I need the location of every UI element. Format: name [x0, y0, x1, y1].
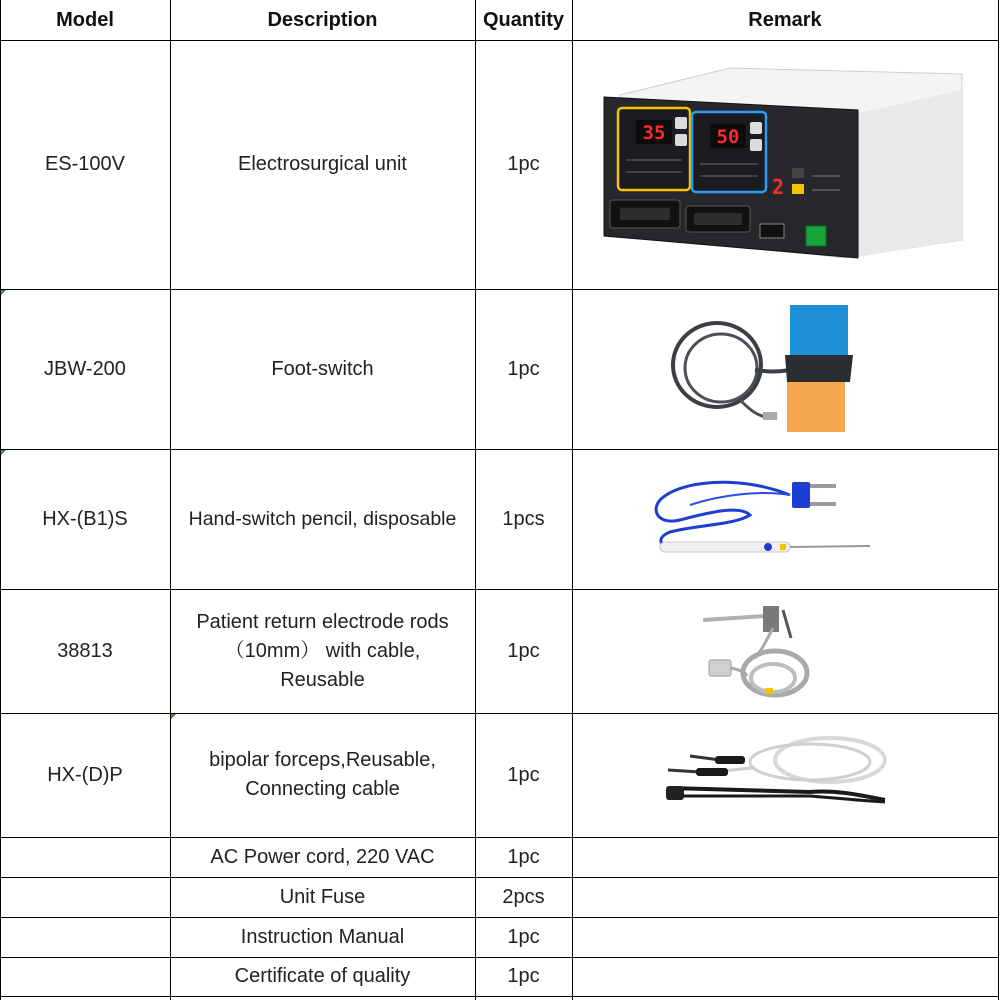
row-5-description — [170, 713, 475, 837]
row-3-description: Hand-switch pencil, disposable — [188, 507, 457, 530]
grid-line-right — [998, 0, 999, 1000]
row-7-quantity: 2pcs — [502, 885, 545, 908]
row-5-description-line-1: bipolar forceps,Reusable, — [209, 749, 436, 771]
row-2-model: JBW-200 — [44, 357, 126, 380]
header-remark: Remark — [748, 8, 822, 31]
display-cut-value: 35 — [642, 122, 666, 144]
row-5-description-line-2: Connecting cable — [245, 778, 400, 800]
row-4-description-line-1: Patient return electrode rods — [196, 610, 449, 633]
row-4-description-line-3: Reusable — [280, 668, 365, 691]
electrosurgical-unit-image — [600, 60, 970, 265]
header-description: Description — [267, 8, 378, 31]
row-1-quantity: 1pc — [507, 153, 540, 175]
header-model: Model — [56, 8, 114, 31]
row-5-quantity: 1pc — [507, 763, 540, 786]
foot-switch-image — [665, 300, 865, 440]
row-1-description: Electrosurgical unit — [238, 153, 407, 175]
row-6-description: AC Power cord, 220 VAC — [210, 845, 435, 868]
row-8-description: Instruction Manual — [240, 925, 405, 948]
header-quantity: Quantity — [482, 8, 565, 31]
hand-switch-pencil-image — [650, 470, 880, 570]
row-4-quantity: 1pc — [507, 639, 540, 662]
row-6-quantity: 1pc — [507, 845, 540, 868]
row-2-description: Foot-switch — [271, 357, 374, 380]
row-3-model: HX-(B1)S — [42, 507, 128, 530]
row-8-quantity: 1pc — [507, 925, 540, 948]
bipolar-forceps-image — [660, 730, 900, 825]
row-4-model: 38813 — [57, 639, 113, 662]
row-3-quantity: 1pcs — [502, 507, 545, 530]
row-4-description — [170, 589, 475, 713]
grid-line-col3 — [572, 0, 573, 1000]
display-mode-value: 2 — [771, 175, 785, 199]
row-1-model: ES-100V — [44, 153, 126, 175]
row-9-quantity: 1pc — [507, 965, 540, 987]
row-2-quantity: 1pc — [507, 357, 540, 380]
row-4-description-line-2: （10mm） with cable, — [224, 639, 421, 662]
row-7-description: Unit Fuse — [279, 885, 366, 908]
grid-line-bottom — [0, 996, 999, 997]
return-electrode-image — [695, 598, 815, 708]
display-coag-value: 50 — [716, 126, 740, 148]
row-9-description: Certificate of quality — [234, 965, 411, 987]
row-5-model: HX-(D)P — [47, 763, 123, 786]
